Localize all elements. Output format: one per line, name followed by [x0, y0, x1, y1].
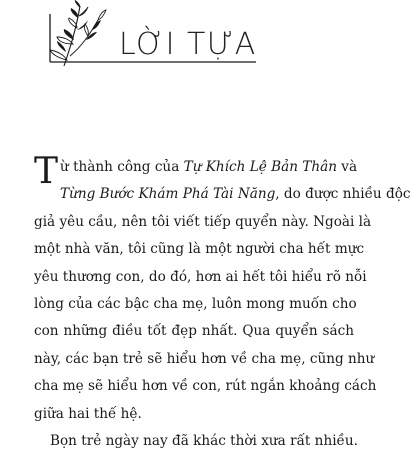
paragraph-line: giả yêu cầu, nên tôi viết tiếp quyển này. Ngoài là [34, 213, 372, 230]
dropcap: T [34, 151, 59, 192]
text-run: ừ thành công của [60, 159, 184, 175]
paragraph-line: lòng của các bậc cha mẹ, luôn mong muốn cho [34, 295, 357, 312]
text-run: và [336, 159, 358, 175]
paragraph-line: giữa hai thế hệ. [34, 405, 142, 422]
paragraph-line: cha mẹ sẽ hiểu hơn về con, rút ngắn khoảng cách [34, 378, 377, 395]
paragraph-line: một nhà văn, tôi cũng là một người cha hết mực [34, 241, 365, 258]
paragraph-line: Bọn trẻ ngày nay đã khác thời xưa rất nhiều. [50, 432, 358, 449]
paragraph-line [34, 151, 358, 192]
paragraph-line: yêu thương con, do đó, hơn ai hết tôi hiểu rõ nỗi [34, 268, 367, 285]
paragraph-line: này, các bạn trẻ sẽ hiểu hơn về cha mẹ, cũng như [34, 350, 375, 367]
body-text [34, 151, 411, 455]
text-run: , do được nhiều độc [275, 186, 411, 203]
book-title: Tự Khích Lệ Bản Thân [183, 159, 337, 175]
paragraph-line [34, 181, 411, 208]
chapter-title: LỜI TỰA [119, 27, 257, 62]
paragraph-line: con những điều tốt đẹp nhất. Qua quyển sách [34, 323, 354, 340]
book-title: Từng Bước Khám Phá Tài Năng [60, 186, 276, 203]
